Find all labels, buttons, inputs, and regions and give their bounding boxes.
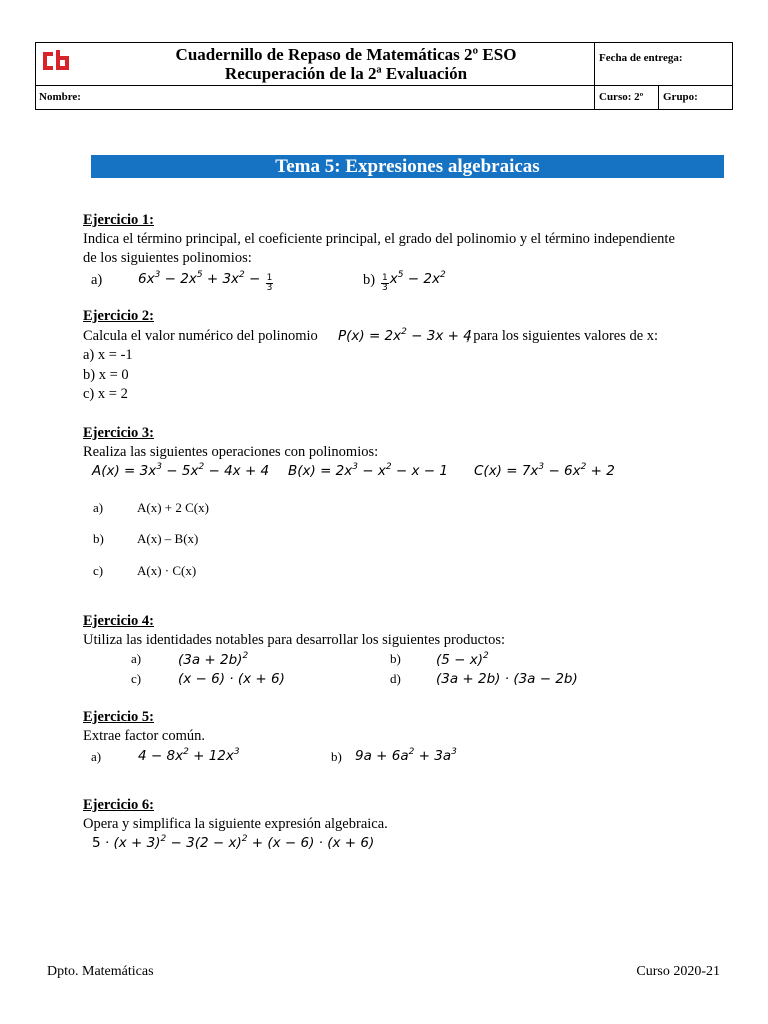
polynomial-expression: (x − 6) · (x + 6) xyxy=(178,671,285,687)
item-label: a) xyxy=(91,272,103,288)
exercise-1-title: Ejercicio 1: xyxy=(83,212,154,228)
polynomial-expression: $5 \cdot (x + 3)^2 - 3(2 - x)^2 + (x - 6) \cdot (x + 6)$ xyxy=(92,834,375,851)
item-label: c) xyxy=(131,671,142,686)
exercise-6-title: Ejercicio 6: xyxy=(83,797,154,813)
header-divider xyxy=(594,85,595,109)
exercise-3-title: Ejercicio 3: xyxy=(83,425,154,441)
header-divider xyxy=(594,43,595,85)
operation-expression: A(x) – B(x) xyxy=(137,531,199,546)
footer-course: Curso 2020-21 xyxy=(636,964,720,979)
grupo-label: Grupo: xyxy=(663,91,698,103)
value-item: a) x = -1 xyxy=(83,347,133,363)
exercise-4-text: Utiliza las identidades notables para desarrollar los siguientes productos: xyxy=(83,632,505,648)
exercise-5-text: Extrae factor común. xyxy=(83,728,205,744)
item-label: a) xyxy=(131,651,142,666)
exercise-2-text: , para los siguientes valores de x: xyxy=(466,328,659,344)
document-header xyxy=(35,42,733,110)
exercise-1-text: Indica el término principal, el coeficiente principal, el grado del polinomio y el término independiente xyxy=(83,231,675,247)
item-label: b) xyxy=(331,749,342,764)
header-row-title xyxy=(36,43,732,86)
exercise-2-title: Ejercicio 2: xyxy=(83,308,154,324)
polynomial-expression: $(5 - x)^2$ xyxy=(436,651,489,668)
polynomial-expression: $4 - 8x^2 + 12x^3$ xyxy=(138,747,240,764)
operation-expression: A(x) + 2 C(x) xyxy=(137,500,209,515)
exercise-4-title: Ejercicio 4: xyxy=(83,613,154,629)
header-title-line2: Recuperación de la 2ª Evaluación xyxy=(224,64,468,83)
item-label: d) xyxy=(390,671,401,686)
exercise-6-text: Opera y simplifica la siguiente expresión algebraica. xyxy=(83,816,388,832)
exercise-1-text: de los siguientes polinomios: xyxy=(83,250,252,266)
item-label: a) xyxy=(91,749,102,764)
polynomial-expression: $\frac{1}{3}$ $x^5 - 2x^2$ xyxy=(382,270,446,293)
curso-label: Curso: 2º xyxy=(599,91,644,103)
topic-banner: Tema 5: Expresiones algebraicas xyxy=(91,155,724,178)
polynomial-expression: $6x^3 - 2x^5 + 3x^2$ − $\frac{1}{3}$ xyxy=(138,270,273,293)
header-divider xyxy=(658,85,659,109)
polynomial-expression: $(3a + 2b)^2$ xyxy=(178,651,249,668)
item-label: a) xyxy=(93,500,104,515)
value-item: b) x = 0 xyxy=(83,367,129,383)
polynomial-expression: $P(x) = 2x^2 - 3x + 4$ xyxy=(338,327,472,344)
polynomial-expression: $A(x) = 3x^3 - 5x^2 - 4x + 4$ xyxy=(92,462,270,479)
value-item: c) x = 2 xyxy=(83,386,128,402)
item-label: b) xyxy=(93,531,104,546)
header-row-info xyxy=(36,85,732,109)
polynomial-expression: $9a + 6a^2 + 3a^3$ xyxy=(355,747,457,764)
exercise-5-title: Ejercicio 5: xyxy=(83,709,154,725)
polynomial-expression: $C(x) = 7x^3 - 6x^2 + 2$ xyxy=(474,462,615,479)
nombre-label: Nombre: xyxy=(39,91,81,103)
item-label: c) xyxy=(93,563,104,578)
item-label: b) xyxy=(390,651,401,666)
fecha-label: Fecha de entrega: xyxy=(599,52,683,64)
operation-expression: A(x) · C(x) xyxy=(137,563,197,578)
header-title-line1: Cuadernillo de Repaso de Matemáticas 2º ESO xyxy=(175,45,517,64)
exercise-2-text: Calcula el valor numérico del polinomio xyxy=(83,328,318,344)
polynomial-expression: (3a + 2b) · (3a − 2b) xyxy=(436,671,578,687)
footer-department: Dpto. Matemáticas xyxy=(47,964,154,979)
school-logo xyxy=(41,49,71,73)
item-label: b) xyxy=(363,272,376,288)
exercise-3-text: Realiza las siguientes operaciones con polinomios: xyxy=(83,444,379,460)
polynomial-expression: $B(x) = 2x^3 - x^2 - x - 1$ xyxy=(288,462,448,479)
